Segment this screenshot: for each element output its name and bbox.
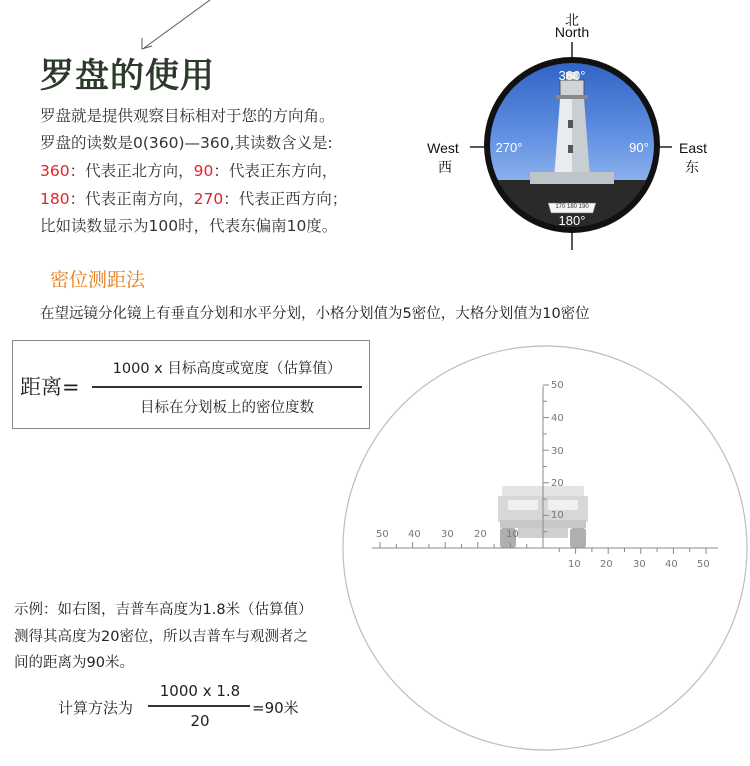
reading-360: 360 — [40, 162, 70, 180]
v-label-40: 40 — [551, 413, 564, 424]
h-right-label-10: 10 — [568, 559, 581, 570]
formula-numerator: 1000 x 目标高度或宽度（估算值） — [112, 361, 342, 377]
example-line-3: 间的距离为90米。 — [14, 655, 134, 671]
compass-desc-2: 罗盘的读数是0(360)—360,其读数含义是: — [40, 134, 333, 152]
example-line-1: 示例：如右图，吉普车高度为1.8米（估算值） — [14, 602, 313, 618]
deg-270-label: 270° — [495, 140, 523, 155]
reading-90-meaning: ：代表正东方向， — [213, 162, 338, 180]
west-en-label: West — [427, 140, 459, 156]
h-left-label-40: 40 — [408, 529, 421, 540]
reading-360-meaning: ：代表正北方向， — [69, 162, 194, 180]
example-line-2: 测得其高度为20密位，所以吉普车与观测者之 — [14, 629, 308, 645]
h-right-label-50: 50 — [697, 559, 710, 570]
v-label-10: 10 — [551, 510, 564, 521]
north-cn-label: 北 — [565, 12, 579, 28]
reading-270: 270 — [193, 190, 224, 208]
scale-plate-text: 170 180 190 — [555, 204, 589, 210]
reading-180-meaning: ：代表正南方向， — [69, 190, 194, 208]
v-label-30: 30 — [551, 446, 564, 457]
deg-180-label: 180° — [558, 213, 586, 228]
north-en-label: North — [554, 24, 590, 40]
h-left-label-10: 10 — [506, 529, 519, 540]
deg-360-label: 360° — [558, 68, 586, 83]
h-left-label-50: 50 — [376, 529, 389, 540]
h-right-label-30: 30 — [633, 559, 646, 570]
west-cn-label: 西 — [438, 159, 452, 175]
calc-fraction-bar — [148, 705, 250, 707]
formula-lhs: 距离= — [20, 375, 80, 399]
reading-180: 180 — [40, 190, 70, 208]
calc-denominator: 20 — [190, 712, 210, 730]
formula-denominator: 目标在分划板上的密位度数 — [140, 400, 314, 416]
h-left-label-20: 20 — [474, 529, 487, 540]
reading-90: 90 — [193, 162, 214, 180]
h-right-label-20: 20 — [600, 559, 613, 570]
calc-result: =90米 — [252, 699, 299, 717]
east-cn-label: 东 — [685, 159, 699, 175]
v-label-50: 50 — [551, 380, 564, 391]
reading-270-meaning: ：代表正西方向； — [223, 190, 348, 208]
compass-title: 罗盘的使用 — [40, 56, 215, 96]
calc-label: 计算方法为 — [58, 699, 134, 717]
h-left-label-30: 30 — [441, 529, 454, 540]
compass-desc-5: 比如读数显示为100时，代表东偏南10度。 — [40, 217, 338, 235]
east-en-label: East — [678, 140, 707, 156]
h-right-label-40: 40 — [665, 559, 678, 570]
calc-numerator: 1000 x 1.8 — [159, 682, 241, 700]
deg-90-label: 90° — [629, 140, 649, 155]
mil-section-desc: 在望远镜分化镜上有垂直分划和水平分划，小格分划值为5密位，大格分划值为10密位 — [40, 306, 590, 322]
compass-desc-1: 罗盘就是提供观察目标相对于您的方向角。 — [40, 107, 335, 125]
v-label-20: 20 — [551, 478, 564, 489]
mil-section-title: 密位测距法 — [50, 269, 146, 291]
